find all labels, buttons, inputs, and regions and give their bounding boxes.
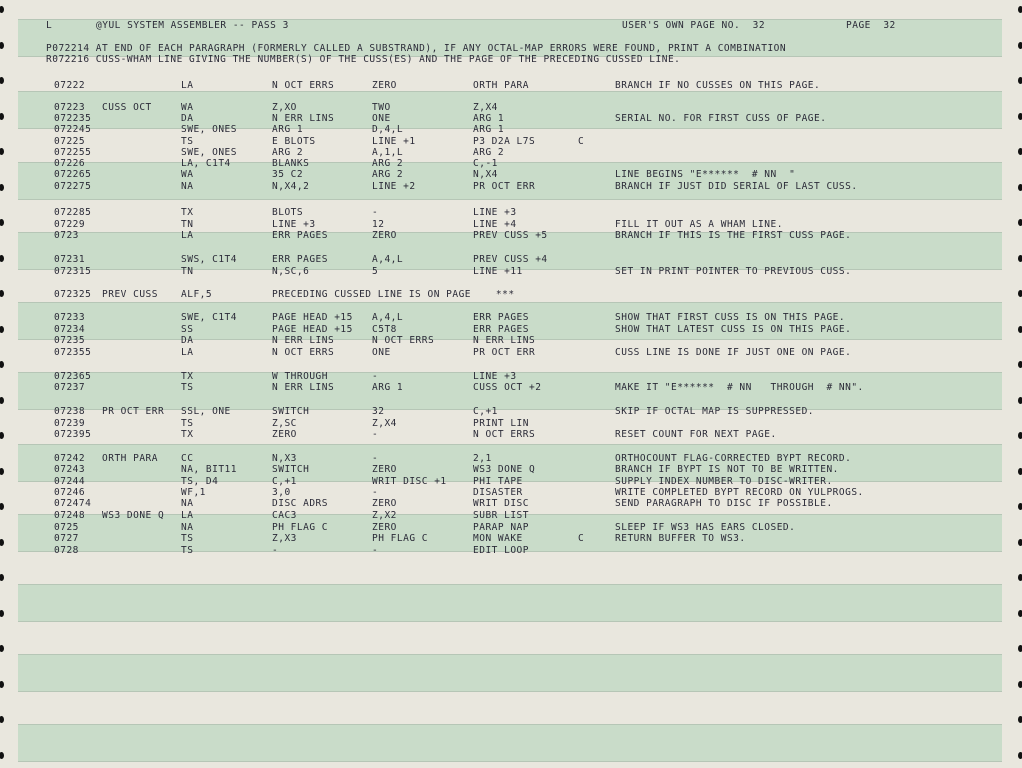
listing-row	[0, 181, 1022, 193]
row-loc: 07243	[54, 464, 86, 475]
row-loc: 07234	[54, 324, 86, 335]
row-loc: 072355	[54, 347, 92, 358]
tractor-hole	[0, 6, 4, 13]
row-label: PREV CUSS	[102, 289, 158, 300]
row-op: CC	[181, 453, 194, 464]
row-loc: 07233	[54, 312, 86, 323]
row-a2: Z,X2	[372, 510, 397, 521]
row-comment: SET IN PRINT POINTER TO PREVIOUS CUSS.	[615, 266, 852, 277]
listing-row	[0, 510, 1022, 522]
row-flag: C	[578, 533, 585, 544]
row-a3: SUBR LIST	[473, 510, 529, 521]
tractor-hole	[1018, 752, 1022, 759]
row-op: ALF,5	[181, 289, 213, 300]
row-a2: -	[372, 371, 379, 382]
row-comment: BRANCH IF JUST DID SERIAL OF LAST CUSS.	[615, 181, 858, 192]
row-a1: Z,XO	[272, 102, 297, 113]
listing-row	[0, 464, 1022, 476]
listing-row	[0, 335, 1022, 347]
row-comment: LINE BEGINS "E****** # NN "	[615, 169, 796, 180]
row-op: TX	[181, 429, 194, 440]
listing-row	[0, 289, 1022, 301]
row-a1: SWITCH	[272, 406, 310, 417]
row-a2: -	[372, 545, 379, 556]
tractor-hole	[0, 574, 4, 581]
page-header	[0, 20, 1022, 32]
row-loc: 072325	[54, 289, 92, 300]
row-a1: DISC ADRS	[272, 498, 328, 509]
row-a3: N,X4	[473, 169, 498, 180]
row-a1: 35 C2	[272, 169, 304, 180]
row-comment: SHOW THAT FIRST CUSS IS ON THIS PAGE.	[615, 312, 846, 323]
row-a2: ZERO	[372, 498, 397, 509]
row-a2: PH FLAG C	[372, 533, 428, 544]
row-a3: Z,X4	[473, 102, 498, 113]
row-a2: ARG 1	[372, 382, 404, 393]
listing-row	[0, 124, 1022, 136]
row-op: SSL, ONE	[181, 406, 231, 417]
row-loc: 07231	[54, 254, 86, 265]
listing-row	[0, 498, 1022, 510]
listing-row	[0, 406, 1022, 418]
row-loc: 07242	[54, 453, 86, 464]
row-a1: ZERO	[272, 429, 297, 440]
header-page-number: PAGE 32	[846, 20, 896, 31]
row-a1: 3,0	[272, 487, 291, 498]
row-op: SWE, C1T4	[181, 312, 237, 323]
row-a2: -	[372, 487, 379, 498]
row-a3: LINE +4	[473, 219, 517, 230]
row-comment: SUPPLY INDEX NUMBER TO DISC-WRITER.	[615, 476, 833, 487]
row-op: LA	[181, 230, 194, 241]
row-op: SWE, ONES	[181, 147, 237, 158]
row-loc: 0728	[54, 545, 79, 556]
row-a3: C,+1	[473, 406, 498, 417]
row-a1: N OCT ERRS	[272, 347, 335, 358]
listing-row	[0, 207, 1022, 219]
row-loc: 0723	[54, 230, 79, 241]
row-a2: ARG 2	[372, 158, 404, 169]
row-a1: C,+1	[272, 476, 297, 487]
row-a1: PAGE HEAD +15	[272, 312, 353, 323]
row-a1: N,X3	[272, 453, 297, 464]
row-a3: ERR PAGES	[473, 312, 529, 323]
row-a3: C,-1	[473, 158, 498, 169]
row-op: WF,1	[181, 487, 206, 498]
row-a3: MON WAKE	[473, 533, 523, 544]
row-loc: 07229	[54, 219, 86, 230]
tractor-hole	[0, 681, 4, 688]
listing-row	[0, 382, 1022, 394]
row-loc: 072275	[54, 181, 92, 192]
row-a1: N,SC,6	[272, 266, 310, 277]
green-band	[18, 724, 1002, 762]
row-loc: 072365	[54, 371, 92, 382]
row-loc: 072235	[54, 113, 92, 124]
row-loc: 07246	[54, 487, 86, 498]
row-loc: 07238	[54, 406, 86, 417]
row-comment: RESET COUNT FOR NEXT PAGE.	[615, 429, 777, 440]
row-op: TS	[181, 136, 194, 147]
row-a1: ARG 2	[272, 147, 304, 158]
row-a3: N ERR LINS	[473, 335, 536, 346]
row-op: NA	[181, 498, 194, 509]
row-a1: BLOTS	[272, 207, 304, 218]
row-a1: ERR PAGES	[272, 254, 328, 265]
row-comment: BRANCH IF NO CUSSES ON THIS PAGE.	[615, 80, 821, 91]
row-comment: WRITE COMPLETED BYPT RECORD ON YULPROGS.	[615, 487, 864, 498]
row-comment: RETURN BUFFER TO WS3.	[615, 533, 746, 544]
listing-row	[0, 312, 1022, 324]
row-a3: LINE +11	[473, 266, 523, 277]
tractor-hole	[1018, 574, 1022, 581]
tractor-hole	[0, 610, 4, 617]
tractor-hole	[0, 645, 4, 652]
row-label: WS3 DONE Q	[102, 510, 165, 521]
row-a2: A,1,L	[372, 147, 404, 158]
row-a1: BLANKS	[272, 158, 310, 169]
listing-row	[0, 169, 1022, 181]
row-a2: ARG 2	[372, 169, 404, 180]
row-loc: 07248	[54, 510, 86, 521]
row-a3: EDIT LOOP	[473, 545, 529, 556]
row-loc: 07244	[54, 476, 86, 487]
row-label: CUSS OCT	[102, 102, 152, 113]
row-a3: 2,1	[473, 453, 492, 464]
row-a3: N OCT ERRS	[473, 429, 536, 440]
row-loc: 072255	[54, 147, 92, 158]
row-a2: LINE +2	[372, 181, 416, 192]
row-loc: 072245	[54, 124, 92, 135]
row-a2: ONE	[372, 113, 391, 124]
row-a2: 5	[372, 266, 379, 277]
row-a1: W THROUGH	[272, 371, 328, 382]
green-band	[18, 584, 1002, 622]
row-op: NA	[181, 522, 194, 533]
row-a1: Z,X3	[272, 533, 297, 544]
row-loc: 07239	[54, 418, 86, 429]
row-a1: LINE +3	[272, 219, 316, 230]
row-loc: 072395	[54, 429, 92, 440]
row-op: NA	[181, 181, 194, 192]
row-a3: CUSS OCT +2	[473, 382, 542, 393]
row-op: LA, C1T4	[181, 158, 231, 169]
row-a2: 12	[372, 219, 385, 230]
row-loc: 072285	[54, 207, 92, 218]
listing-row	[0, 429, 1022, 441]
row-a2: ONE	[372, 347, 391, 358]
row-a3: WS3 DONE Q	[473, 464, 536, 475]
row-a2: -	[372, 429, 379, 440]
row-a1: N ERR LINS	[272, 335, 335, 346]
row-a2: Z,X4	[372, 418, 397, 429]
row-op: WA	[181, 169, 194, 180]
row-a1: N,X4,2	[272, 181, 310, 192]
row-loc: 07237	[54, 382, 86, 393]
row-comment: SHOW THAT LATEST CUSS IS ON THIS PAGE.	[615, 324, 852, 335]
row-op: SWS, C1T4	[181, 254, 237, 265]
row-loc: 07223	[54, 102, 86, 113]
row-a1: PAGE HEAD +15	[272, 324, 353, 335]
row-a2: TWO	[372, 102, 391, 113]
row-a2: D,4,L	[372, 124, 404, 135]
row-a3: ARG 2	[473, 147, 505, 158]
tractor-hole	[0, 752, 4, 759]
tractor-hole	[1018, 716, 1022, 723]
row-a3: PREV CUSS +5	[473, 230, 548, 241]
remark-text: P072214 AT END OF EACH PARAGRAPH (FORMERLY CALLED A SUBSTRAND), IF ANY OCTAL-MAP ERRORS WERE FOUND, PRINT A COMBINATION	[46, 43, 787, 54]
row-a3: P3 D2A L7S	[473, 136, 536, 147]
remark-line	[0, 54, 1022, 66]
listing-row	[0, 254, 1022, 266]
row-a1: Z,SC	[272, 418, 297, 429]
row-op: WA	[181, 102, 194, 113]
row-a2: LINE +1	[372, 136, 416, 147]
row-loc: 07222	[54, 80, 86, 91]
row-a2: C5T8	[372, 324, 397, 335]
row-a1: N ERR LINS	[272, 382, 335, 393]
tractor-hole	[1018, 610, 1022, 617]
row-a2: A,4,L	[372, 312, 404, 323]
row-a2: ZERO	[372, 522, 397, 533]
row-op: TS	[181, 533, 194, 544]
row-a2: -	[372, 207, 379, 218]
row-comment: SLEEP IF WS3 HAS EARS CLOSED.	[615, 522, 796, 533]
row-op: TN	[181, 219, 194, 230]
row-comment: SKIP IF OCTAL MAP IS SUPPRESSED.	[615, 406, 815, 417]
row-comment: FILL IT OUT AS A WHAM LINE.	[615, 219, 783, 230]
row-loc: 07226	[54, 158, 86, 169]
row-a3: PREV CUSS +4	[473, 254, 548, 265]
tractor-hole	[1018, 681, 1022, 688]
row-op: TX	[181, 371, 194, 382]
row-comment: CUSS LINE IS DONE IF JUST ONE ON PAGE.	[615, 347, 852, 358]
green-band	[18, 654, 1002, 692]
row-comment: BRANCH IF BYPT IS NOT TO BE WRITTEN.	[615, 464, 839, 475]
row-a1: ARG 1	[272, 124, 304, 135]
row-label: ORTH PARA	[102, 453, 158, 464]
row-loc: 072315	[54, 266, 92, 277]
row-op: TX	[181, 207, 194, 218]
tractor-hole	[1018, 397, 1022, 404]
tractor-hole	[1018, 645, 1022, 652]
listing-row	[0, 266, 1022, 278]
row-flag: C	[578, 136, 585, 147]
row-comment: SEND PARAGRAPH TO DISC IF POSSIBLE.	[615, 498, 833, 509]
row-loc: 072265	[54, 169, 92, 180]
tractor-hole	[1018, 6, 1022, 13]
tractor-hole	[0, 716, 4, 723]
row-loc: 0725	[54, 522, 79, 533]
row-comment: SERIAL NO. FOR FIRST CUSS OF PAGE.	[615, 113, 827, 124]
row-a1: ERR PAGES	[272, 230, 328, 241]
header-title: @YUL SYSTEM ASSEMBLER -- PASS 3	[96, 20, 289, 31]
row-a3: ARG 1	[473, 124, 505, 135]
row-loc: 072474	[54, 498, 92, 509]
row-a1: SWITCH	[272, 464, 310, 475]
row-loc: 07225	[54, 136, 86, 147]
row-a2: ZERO	[372, 464, 397, 475]
row-op: TN	[181, 266, 194, 277]
row-a1: PRECEDING CUSSED LINE IS ON PAGE ***	[272, 289, 515, 300]
row-a2: ZERO	[372, 80, 397, 91]
row-a2: WRIT DISC +1	[372, 476, 447, 487]
row-op: LA	[181, 510, 194, 521]
row-comment: BRANCH IF THIS IS THE FIRST CUSS PAGE.	[615, 230, 852, 241]
tractor-hole	[0, 397, 4, 404]
row-op: LA	[181, 347, 194, 358]
row-op: DA	[181, 335, 194, 346]
row-a1: E BLOTS	[272, 136, 316, 147]
row-a3: DISASTER	[473, 487, 523, 498]
row-op: TS, D4	[181, 476, 219, 487]
row-a3: PR OCT ERR	[473, 181, 536, 192]
row-loc: 07235	[54, 335, 86, 346]
row-a3: LINE +3	[473, 371, 517, 382]
row-a3: ERR PAGES	[473, 324, 529, 335]
row-a2: A,4,L	[372, 254, 404, 265]
row-op: SWE, ONES	[181, 124, 237, 135]
row-label: PR OCT ERR	[102, 406, 165, 417]
row-comment: ORTHOCOUNT FLAG-CORRECTED BYPT RECORD.	[615, 453, 852, 464]
listing-row	[0, 533, 1022, 545]
row-op: LA	[181, 80, 194, 91]
row-a1: N OCT ERRS	[272, 80, 335, 91]
row-op: DA	[181, 113, 194, 124]
listing-row	[0, 545, 1022, 557]
row-a3: PR OCT ERR	[473, 347, 536, 358]
row-a1: -	[272, 545, 279, 556]
remark-text: R072216 CUSS-WHAM LINE GIVING THE NUMBER(S) OF THE CUSS(ES) AND THE PAGE OF THE PRECEDING CUSSED LINE.	[46, 54, 681, 65]
row-comment: MAKE IT "E****** # NN THROUGH # NN".	[615, 382, 864, 393]
tractor-hole	[0, 361, 4, 368]
listing-row	[0, 230, 1022, 242]
row-a1: N ERR LINS	[272, 113, 335, 124]
row-op: NA, BIT11	[181, 464, 237, 475]
header-own-page: USER'S OWN PAGE NO. 32	[622, 20, 766, 31]
row-a2: 32	[372, 406, 385, 417]
row-op: TS	[181, 382, 194, 393]
row-a3: PARAP NAP	[473, 522, 529, 533]
listing-row	[0, 80, 1022, 92]
row-a1: PH FLAG C	[272, 522, 328, 533]
row-op: TS	[181, 545, 194, 556]
header-marker: L	[46, 20, 53, 31]
row-a3: LINE +3	[473, 207, 517, 218]
row-a3: ARG 1	[473, 113, 505, 124]
row-a3: ORTH PARA	[473, 80, 529, 91]
row-a3: PHI TAPE	[473, 476, 523, 487]
row-a3: PRINT LIN	[473, 418, 529, 429]
row-loc: 0727	[54, 533, 79, 544]
row-a2: N OCT ERRS	[372, 335, 435, 346]
row-a2: -	[372, 453, 379, 464]
row-op: SS	[181, 324, 194, 335]
row-a3: WRIT DISC	[473, 498, 529, 509]
row-a1: CAC3	[272, 510, 297, 521]
row-op: TS	[181, 418, 194, 429]
row-a2: ZERO	[372, 230, 397, 241]
listing-row	[0, 347, 1022, 359]
tractor-hole	[1018, 361, 1022, 368]
